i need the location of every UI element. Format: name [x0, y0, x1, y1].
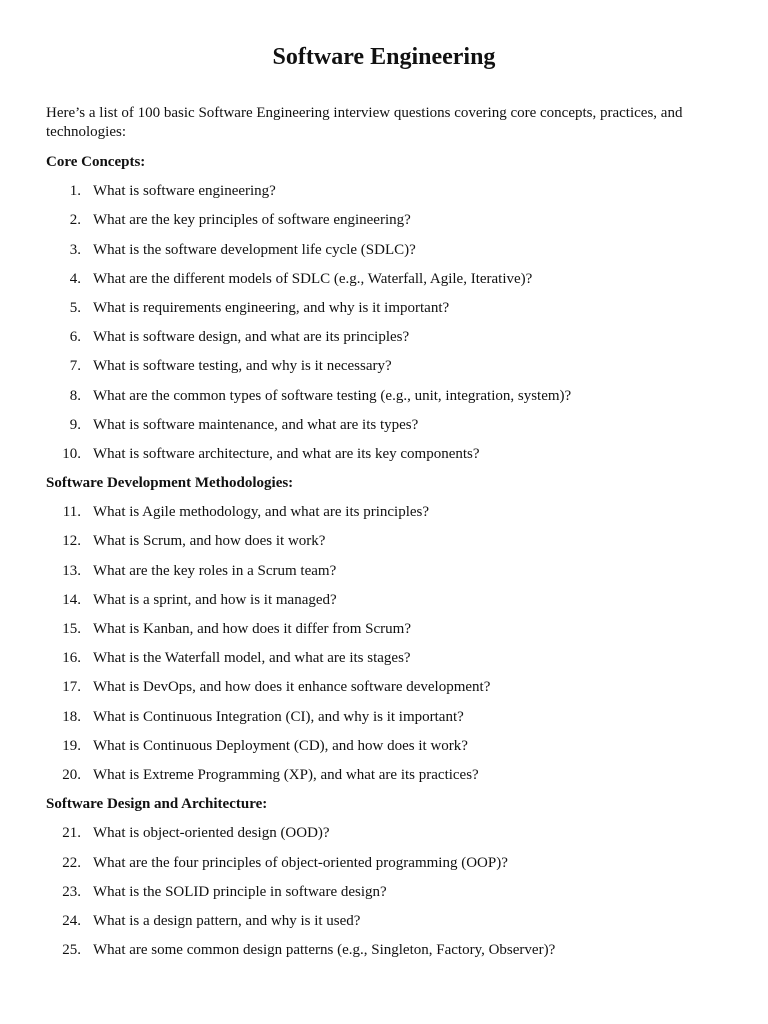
list-item-text: What is software maintenance, and what are its types?	[93, 416, 419, 433]
list-item-text: What are the key principles of software engineering?	[93, 212, 411, 229]
list-item-text: What is software engineering?	[93, 183, 276, 200]
list-item	[46, 677, 726, 697]
list-item-text: What is Kanban, and how does it differ from Scrum?	[93, 621, 411, 637]
list-item-text: What is DevOps, and how does it enhance software development?	[93, 679, 491, 696]
list-item-number: 20.	[62, 766, 81, 783]
list-item	[46, 823, 726, 843]
list-item	[46, 531, 726, 551]
list-item-number: 22.	[62, 854, 81, 871]
list-item-text: What is requirements engineering, and why is it important?	[93, 299, 450, 316]
list-item	[46, 619, 726, 639]
list-item-number: 14.	[62, 591, 81, 608]
list-item	[46, 298, 726, 318]
list-item-text: What is Scrum, and how does it work?	[93, 533, 326, 550]
section-heading: Core Concepts:	[46, 154, 146, 170]
list-item-text: What is Continuous Integration (CI), and why is it important?	[93, 708, 464, 725]
list-item	[46, 415, 726, 435]
list-item	[46, 911, 726, 931]
list-item-text: What is software architecture, and what are its key components?	[93, 445, 480, 462]
list-item	[46, 269, 726, 289]
question-list	[46, 181, 726, 464]
list-item	[46, 736, 726, 756]
list-item	[46, 882, 726, 902]
list-item-number: 7.	[69, 358, 81, 375]
list-item-text: What is Agile methodology, and what are its principles?	[93, 504, 430, 521]
list-item	[46, 181, 726, 201]
list-item-number: 11.	[62, 504, 81, 521]
list-item-text: What is object-oriented design (OOD)?	[93, 825, 330, 842]
list-item-text: What is software testing, and why is it necessary?	[93, 358, 392, 375]
list-item-number: 18.	[62, 708, 81, 725]
list-item-number: 4.	[69, 270, 81, 287]
question-list	[46, 502, 726, 785]
intro-paragraph: Here’s a list of 100 basic Software Engineering interview questions covering core concepts, practices, and technologies:	[46, 105, 683, 140]
list-item-number: 25.	[62, 942, 81, 959]
list-item-text: What are the different models of SDLC (e.g., Waterfall, Agile, Iterative)?	[93, 270, 533, 287]
list-item-number: 5.	[69, 299, 81, 316]
section-heading: Software Design and Architecture:	[46, 796, 268, 813]
list-item-text: What is Extreme Programming (XP), and what are its practices?	[93, 766, 479, 783]
list-item	[46, 590, 726, 610]
section-core-concepts	[46, 152, 726, 464]
list-item	[46, 561, 726, 581]
list-item-number: 3.	[69, 241, 81, 258]
list-item-text: What is Continuous Deployment (CD), and how does it work?	[93, 737, 468, 754]
section-design-architecture	[46, 794, 726, 960]
question-list	[46, 823, 726, 960]
list-item	[46, 853, 726, 873]
list-item	[46, 648, 726, 668]
list-item	[46, 240, 726, 260]
list-item-number: 23.	[62, 883, 81, 900]
list-item-number: 1.	[69, 183, 81, 200]
list-item-number: 13.	[62, 562, 81, 579]
page-title: Software Engineering	[272, 44, 496, 70]
section-development-methodologies	[46, 473, 726, 785]
list-item-text: What are the key roles in a Scrum team?	[93, 562, 337, 579]
list-item	[46, 940, 726, 960]
list-item-number: 15.	[62, 621, 81, 637]
list-item-text: What is the Waterfall model, and what are its stages?	[93, 650, 411, 667]
list-item-number: 6.	[69, 329, 81, 346]
list-item-number: 17.	[62, 679, 81, 696]
list-item-text: What is a design pattern, and why is it used?	[93, 912, 361, 929]
document-content	[46, 152, 726, 969]
list-item	[46, 210, 726, 230]
list-item	[46, 327, 726, 347]
list-item-text: What is software design, and what are its principles?	[93, 329, 410, 346]
list-item-text: What is the SOLID principle in software design?	[93, 883, 387, 900]
list-item-number: 12.	[62, 533, 81, 550]
list-item-text: What are the common types of software testing (e.g., unit, integration, system)?	[93, 387, 572, 404]
list-item-text: What is a sprint, and how is it managed?	[93, 591, 337, 608]
list-item	[46, 707, 726, 727]
list-item-number: 8.	[69, 387, 81, 404]
list-item-number: 10.	[62, 445, 81, 462]
list-item	[46, 356, 726, 376]
list-item	[46, 444, 726, 464]
list-item-text: What is the software development life cycle (SDLC)?	[93, 241, 416, 258]
list-item	[46, 502, 726, 522]
list-item-number: 2.	[69, 212, 81, 229]
list-item	[46, 386, 726, 406]
list-item	[46, 765, 726, 785]
list-item-number: 16.	[62, 650, 81, 667]
list-item-text: What are some common design patterns (e.g., Singleton, Factory, Observer)?	[93, 942, 556, 959]
section-heading: Software Development Methodologies:	[46, 475, 294, 492]
list-item-number: 19.	[62, 737, 81, 754]
list-item-number: 21.	[62, 825, 81, 842]
list-item-number: 9.	[69, 416, 81, 433]
list-item-text: What are the four principles of object-oriented programming (OOP)?	[93, 854, 508, 871]
list-item-number: 24.	[62, 912, 81, 929]
